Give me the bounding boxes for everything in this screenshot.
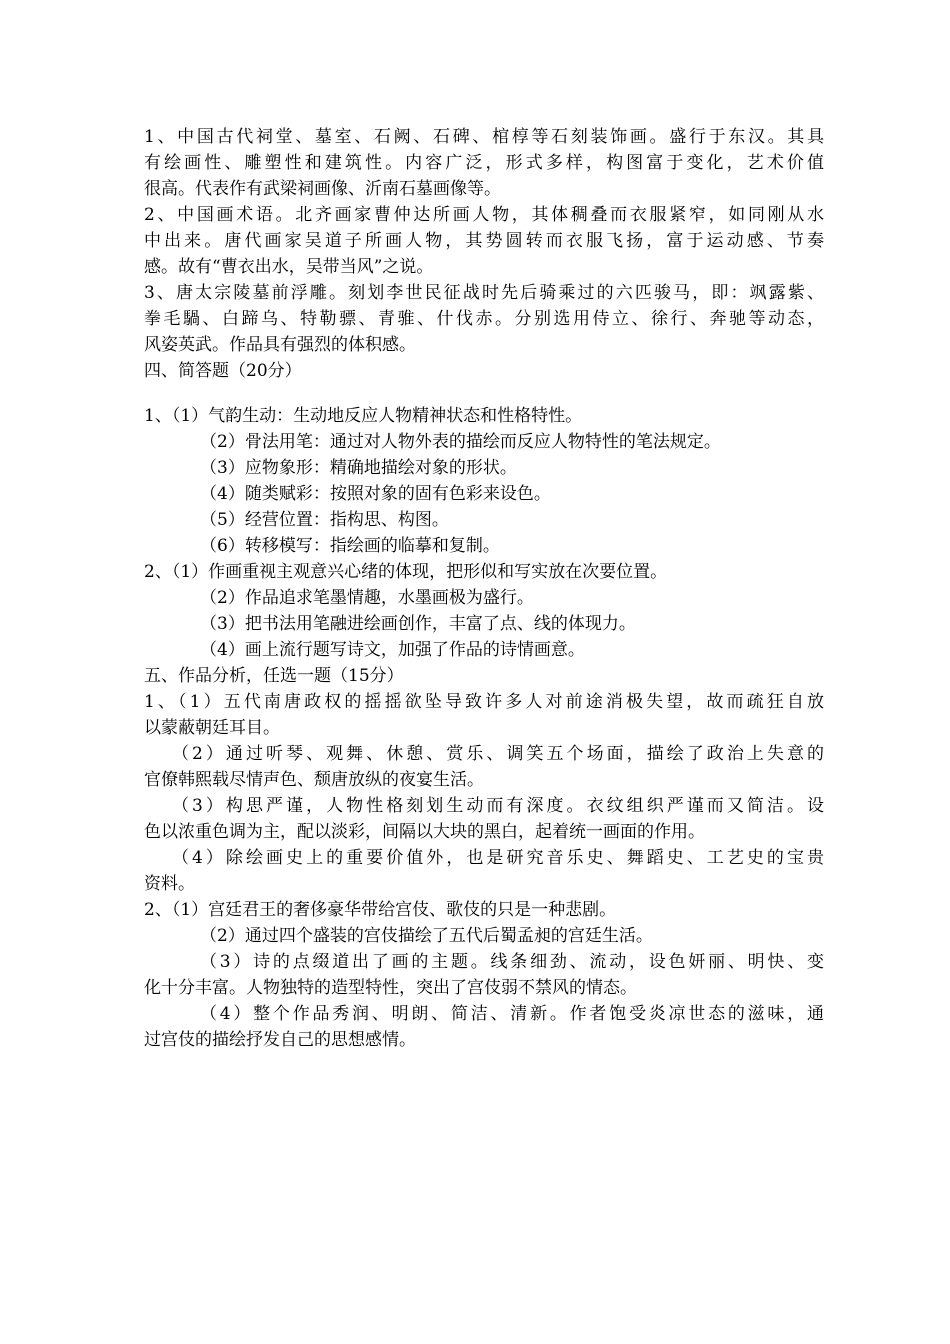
text-line: 四、简答题（20分）: [144, 361, 302, 381]
text-line: （6）转移模写：指绘画的临摹和复制。: [200, 536, 500, 556]
text-line: 1、（1）五代南唐政权的摇摇欲坠导致许多人对前途消极失望，故而疏狂自放: [144, 692, 824, 712]
text-line: 拳毛騧、白蹄乌、特勒骠、青骓、什伐赤。分别选用侍立、徐行、奔驰等动态，: [144, 309, 824, 329]
text-line: 2、（1）宫廷君王的奢侈豪华带给宫伎、歌伎的只是一种悲剧。: [144, 900, 617, 920]
text-line: （4）随类赋彩：按照对象的固有色彩来设色。: [200, 484, 551, 504]
text-line: 3、唐太宗陵墓前浮雕。刻划李世民征战时先后骑乘过的六匹骏马，即：飒露紫、: [144, 283, 824, 303]
text-line: （3）诗的点缀道出了画的主题。线条细劲、流动，设色妍丽、明快、变: [200, 952, 824, 972]
text-line: （4）除绘画史上的重要价值外，也是研究音乐史、舞蹈史、工艺史的宝贵: [172, 848, 824, 868]
text-line: （2）骨法用笔：通过对人物外表的描绘而反应人物特性的笔法规定。: [200, 432, 721, 452]
text-line: （2）作品追求笔墨情趣，水墨画极为盛行。: [200, 588, 534, 608]
text-line: （4）画上流行题写诗文，加强了作品的诗情画意。: [200, 640, 585, 660]
text-line: （2）通过四个盛装的宫伎描绘了五代后蜀孟昶的宫廷生活。: [200, 926, 653, 946]
text-line: 色以浓重色调为主，配以淡彩，间隔以大块的黑白，起着统一画面的作用。: [144, 822, 705, 842]
text-line: 过宫伎的描绘抒发自己的思想感情。: [144, 1030, 416, 1050]
text-line: 以蒙蔽朝廷耳目。: [144, 718, 280, 738]
text-line: 有绘画性、雕塑性和建筑性。内容广泛，形式多样，构图富于变化，艺术价值: [144, 153, 824, 173]
text-line: 官僚韩熙载尽情声色、颓唐放纵的夜宴生活。: [144, 770, 484, 790]
text-line: （2）通过听琴、观舞、休憩、赏乐、调笑五个场面，描绘了政治上失意的: [172, 744, 824, 764]
text-line: 化十分丰富。人物独特的造型特性，突出了宫伎弱不禁风的情态。: [144, 978, 637, 998]
text-line: 风姿英武。作品具有强烈的体积感。: [144, 335, 416, 355]
text-line: 1、（1）气韵生动：生动地反应人物精神状态和性格特性。: [144, 406, 583, 426]
text-line: 资料。: [144, 874, 195, 894]
text-line: 2、（1）作画重视主观意兴心绪的体现，把形似和写实放在次要位置。: [144, 562, 668, 582]
text-line: （3）构思严谨，人物性格刻划生动而有深度。衣纹组织严谨而又简洁。设: [172, 796, 824, 816]
text-line: （3）应物象形：精确地描绘对象的形状。: [200, 458, 517, 478]
text-line: 2、中国画术语。北齐画家曹仲达所画人物，其体稠叠而衣服紧窄，如同刚从水: [144, 205, 824, 225]
text-line: （5）经营位置：指构思、构图。: [200, 510, 449, 530]
text-line: 五、作品分析，任选一题（15分）: [144, 666, 404, 686]
text-line: （3）把书法用笔融进绘画创作，丰富了点、线的体现力。: [200, 614, 636, 634]
text-line: （4）整个作品秀润、明朗、简洁、清新。作者饱受炎凉世态的滋味，通: [200, 1004, 824, 1024]
text-line: 中出来。唐代画家吴道子所画人物，其势圆转而衣服飞扬，富于运动感、节奏: [144, 231, 824, 251]
text-line: 1、中国古代祠堂、墓室、石阙、石碑、棺椁等石刻装饰画。盛行于东汉。其具: [144, 127, 824, 147]
text-line: 很高。代表作有武梁祠画像、沂南石墓画像等。: [144, 179, 501, 199]
text-line: 感。故有“曹衣出水，吴带当风”之说。: [144, 257, 434, 277]
